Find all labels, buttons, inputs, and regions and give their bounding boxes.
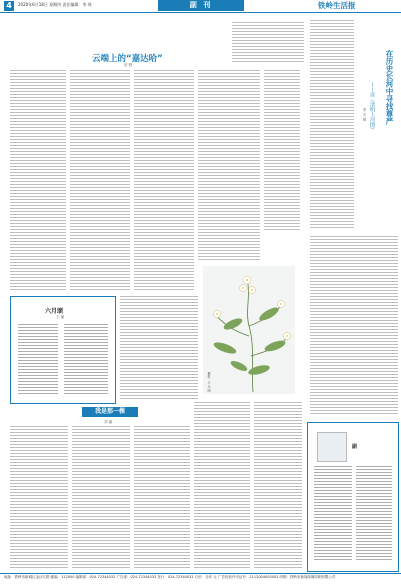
article-text-column	[70, 70, 130, 292]
dateline: 2020年6月18日 星期四 责任编辑：李 瑶	[18, 2, 92, 7]
right-article-title: 在历史长河中寻找尊严	[385, 50, 394, 125]
bottom-article-text	[134, 426, 190, 570]
article-author: 田 野	[124, 63, 133, 67]
article-text-column	[10, 70, 66, 292]
page-header	[0, 0, 401, 12]
page-number: 4	[4, 1, 14, 11]
article-text-column	[264, 70, 300, 230]
article-title: 云端上的“嘉达哈”	[92, 54, 163, 64]
notice-title: 副	[352, 444, 358, 450]
notice-text	[314, 466, 352, 562]
poem-text	[18, 324, 58, 396]
notice-logo	[317, 432, 347, 462]
footer-rule	[0, 573, 401, 574]
poem-author: 王 丽	[56, 315, 65, 319]
article-text-column	[134, 70, 194, 292]
photo-caption: 摄影：王 永 刚	[207, 372, 211, 392]
bottom-article-text	[72, 426, 130, 570]
flower-illustration	[203, 266, 295, 394]
masthead: 铁岭生活报	[318, 1, 356, 10]
poem-text	[64, 324, 108, 396]
right-article-author: 李 文 斌	[363, 108, 367, 121]
header-rule	[0, 12, 401, 13]
right-article-subtitle: ——读《清明上河图》	[369, 82, 375, 132]
bottom-article-text	[254, 402, 302, 570]
article-text-column	[120, 296, 198, 400]
right-article-text	[310, 20, 354, 230]
section-title: 副 刊	[158, 0, 244, 11]
right-article-text	[310, 236, 398, 416]
footer-info: 地址：铁岭市新城区金沙江路 邮编：112000 编辑部：024-72344032 广告部：024-72344033 发行：024-72344031 订价：全年 元 广告经营许可证号：2112004000002 印刷：铁岭市新闻传媒印刷有限公司	[4, 575, 336, 579]
notice-text	[356, 466, 392, 562]
bottom-article-title: 我是那一棵	[82, 407, 138, 417]
flower-photo	[203, 266, 295, 394]
right-article-text	[232, 22, 304, 62]
bottom-article-author: 刘 丽	[104, 420, 113, 424]
bottom-article-text	[194, 402, 250, 570]
article-text-column	[198, 70, 260, 262]
poem-title: 六月颂	[45, 308, 64, 315]
bottom-article-text	[10, 426, 68, 570]
